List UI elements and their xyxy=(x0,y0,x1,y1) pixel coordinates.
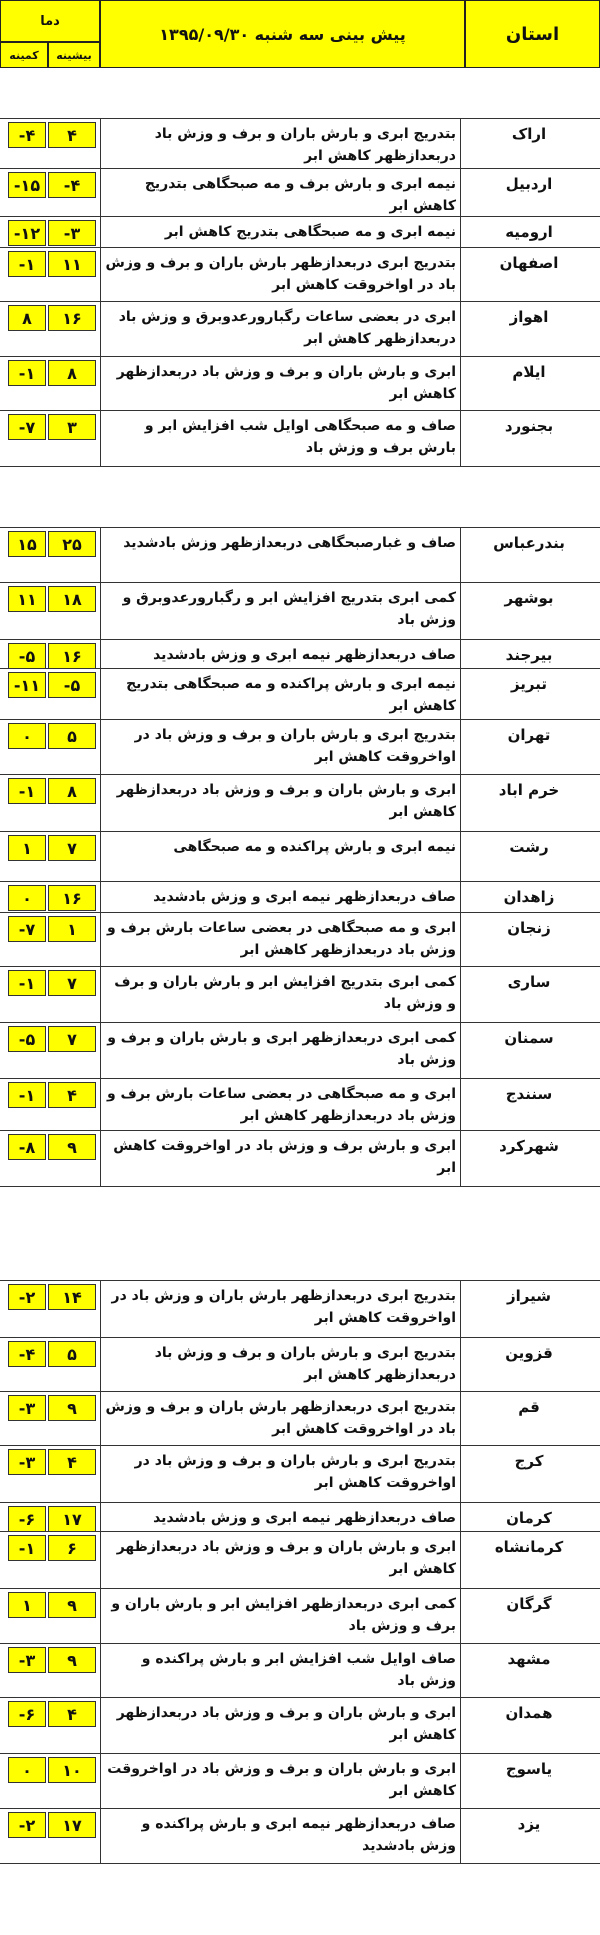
city-cell: ارومیه xyxy=(505,223,553,241)
column-divider xyxy=(460,1338,461,1391)
forecast-block xyxy=(0,527,600,1187)
forecast-title: پیش بینی سه شنبه ۱۳۹۵/۰۹/۳۰ xyxy=(100,0,465,68)
table-row xyxy=(0,1078,600,1130)
max-temp-cell: ۵ xyxy=(48,723,96,749)
min-temp-cell: -۱ xyxy=(8,778,46,804)
column-divider xyxy=(460,1446,461,1502)
table-row xyxy=(0,668,600,719)
column-divider xyxy=(460,1532,461,1588)
table-row xyxy=(0,1753,600,1808)
max-temp-cell: ۴ xyxy=(48,1449,96,1475)
max-temp-cell: ۹ xyxy=(48,1134,96,1160)
column-divider xyxy=(100,248,101,301)
max-temp-cell: ۱ xyxy=(48,916,96,942)
min-temp-cell: ۸ xyxy=(8,305,46,331)
forecast-description: ابری و بارش برف و وزش باد در اواخروقت کاهش ابر xyxy=(113,1138,456,1176)
min-temp-cell: ۱۵ xyxy=(8,531,46,557)
column-divider xyxy=(100,357,101,410)
max-temp-cell: ۱۷ xyxy=(48,1506,96,1532)
column-divider xyxy=(100,1589,101,1643)
city-cell: تبریز xyxy=(510,675,548,693)
column-divider xyxy=(100,913,101,966)
forecast-description: ابری و مه صبحگاهی در بعضی ساعات بارش برف و وزش باد دربعدازظهر کاهش ابر xyxy=(106,1086,456,1124)
city-cell: قزوین xyxy=(505,1344,553,1362)
city-cell: اصفهان xyxy=(499,254,559,272)
column-divider xyxy=(100,1446,101,1502)
column-divider xyxy=(100,669,101,719)
forecast-description: بتدریج ابری و بارش باران و برف و وزش باد در اواخروقت کاهش ابر xyxy=(134,727,456,765)
column-divider xyxy=(100,1131,101,1186)
min-temp-cell: -۱ xyxy=(8,251,46,277)
forecast-description: نیمه ابری و بارش پراکنده و مه صبحگاهی xyxy=(173,839,456,855)
forecast-description: صاف دربعدازظهر نیمه ابری و وزش بادشدید xyxy=(153,889,456,905)
column-divider xyxy=(460,217,461,247)
city-cell: کرج xyxy=(514,1452,544,1470)
column-divider xyxy=(460,1809,461,1863)
table-row xyxy=(0,912,600,966)
city-cell: کرمان xyxy=(506,1509,552,1527)
table-row xyxy=(0,881,600,912)
max-temp-cell: ۱۰ xyxy=(48,1757,96,1783)
column-divider xyxy=(100,832,101,881)
forecast-block xyxy=(0,1280,600,1864)
forecast-description: نیمه ابری و مه صبحگاهی بتدریج کاهش ابر xyxy=(164,224,456,240)
table-row xyxy=(0,639,600,668)
max-temp-cell: ۷ xyxy=(48,1026,96,1052)
city-cell: خرم اباد xyxy=(498,781,560,799)
city-cell: یاسوج xyxy=(505,1760,553,1778)
table-row xyxy=(0,1391,600,1445)
forecast-description: صاف دربعدازظهر نیمه ابری و وزش بادشدید xyxy=(153,1510,456,1526)
column-divider xyxy=(460,1281,461,1337)
column-divider xyxy=(100,119,101,168)
min-temp-cell: -۳ xyxy=(8,1395,46,1421)
max-temp-cell: ۲۵ xyxy=(48,531,96,557)
column-divider xyxy=(460,119,461,168)
max-temp-cell: ۱۶ xyxy=(48,305,96,331)
city-cell: بجنورد xyxy=(504,417,554,435)
forecast-description: کمی ابری دربعدازظهر افزایش ابر و بارش باران و برف و وزش باد xyxy=(111,1596,456,1634)
column-divider xyxy=(100,1532,101,1588)
table-row xyxy=(0,410,600,467)
column-divider xyxy=(460,967,461,1022)
min-temp-cell: -۷ xyxy=(8,414,46,440)
column-divider xyxy=(460,1698,461,1753)
min-temp-cell: -۶ xyxy=(8,1701,46,1727)
column-divider xyxy=(100,1698,101,1753)
max-temp-cell: ۴ xyxy=(48,122,96,148)
city-cell: اهواز xyxy=(509,308,549,326)
forecast-description: کمی ابری بتدریج افزایش ابر و بارش باران و برف و وزش باد xyxy=(114,974,456,1012)
max-temp-cell: ۴ xyxy=(48,1082,96,1108)
forecast-description: بتدریج ابری دربعدازظهر بارش باران و برف و وزش باد در اواخروقت کاهش ابر xyxy=(105,1399,456,1437)
max-temp-header: بیشینه xyxy=(48,42,100,68)
column-divider xyxy=(100,775,101,831)
column-divider xyxy=(100,1754,101,1808)
table-row xyxy=(0,831,600,881)
max-temp-cell: ۵ xyxy=(48,1341,96,1367)
column-divider xyxy=(100,1809,101,1863)
forecast-description: ابری و بارش باران و برف و وزش باد دربعدازظهر کاهش ابر xyxy=(116,782,456,820)
min-temp-cell: -۱۵ xyxy=(8,172,46,198)
min-temp-cell: -۷ xyxy=(8,916,46,942)
column-divider xyxy=(100,1281,101,1337)
table-row xyxy=(0,774,600,831)
column-divider xyxy=(460,832,461,881)
forecast-description: ابری در بعضی ساعات رگبارورعدوبرق و وزش باد دربعدازظهر کاهش ابر xyxy=(118,309,456,347)
column-divider xyxy=(100,217,101,247)
min-temp-cell: -۵ xyxy=(8,1026,46,1052)
city-cell: زنجان xyxy=(507,919,551,937)
column-divider xyxy=(100,528,101,582)
column-divider xyxy=(100,1644,101,1697)
max-temp-cell: ۹ xyxy=(48,1647,96,1673)
column-divider xyxy=(460,1644,461,1697)
min-temp-cell: -۴ xyxy=(8,1341,46,1367)
min-temp-cell: -۶ xyxy=(8,1506,46,1532)
column-divider xyxy=(460,1392,461,1445)
column-divider xyxy=(460,913,461,966)
max-temp-cell: ۹ xyxy=(48,1395,96,1421)
min-temp-cell: ۰ xyxy=(8,885,46,911)
column-divider xyxy=(460,640,461,668)
table-row xyxy=(0,247,600,301)
forecast-description: کمی ابری دربعدازظهر ابری و بارش باران و برف و وزش باد xyxy=(107,1030,456,1068)
table-row xyxy=(0,118,600,168)
forecast-description: ابری و بارش باران و برف و وزش باد در اواخروقت کاهش ابر xyxy=(107,1761,456,1799)
temperature-column-header: دما xyxy=(0,0,100,42)
forecast-block xyxy=(0,118,600,467)
column-divider xyxy=(100,1079,101,1130)
column-divider xyxy=(100,1338,101,1391)
column-divider xyxy=(100,720,101,774)
column-divider xyxy=(100,967,101,1022)
column-divider xyxy=(460,1754,461,1808)
table-row xyxy=(0,356,600,410)
column-divider xyxy=(460,669,461,719)
max-temp-cell: -۴ xyxy=(48,172,96,198)
forecast-description: بتدریج ابری و بارش باران و برف و وزش باد در اواخروقت کاهش ابر xyxy=(134,1453,456,1491)
min-temp-cell: -۱۱ xyxy=(8,672,46,698)
table-row xyxy=(0,1502,600,1531)
forecast-description: ابری و مه صبحگاهی در بعضی ساعات بارش برف و وزش باد دربعدازظهر کاهش ابر xyxy=(106,920,456,958)
table-row xyxy=(0,216,600,247)
column-divider xyxy=(100,1023,101,1078)
column-divider xyxy=(460,169,461,216)
min-temp-cell: -۱۲ xyxy=(8,220,46,246)
forecast-description: بتدریج ابری و بارش باران و برف و وزش باد دربعدازظهر کاهش ابر xyxy=(154,1345,456,1383)
column-divider xyxy=(460,302,461,356)
max-temp-cell: ۴ xyxy=(48,1701,96,1727)
min-temp-cell: -۱ xyxy=(8,1535,46,1561)
city-cell: ایلام xyxy=(512,363,546,381)
forecast-description: نیمه ابری و بارش پراکنده و مه صبحگاهی بتدریج کاهش ابر xyxy=(126,676,456,714)
table-row xyxy=(0,1280,600,1337)
max-temp-cell: ۸ xyxy=(48,360,96,386)
forecast-description: صاف دربعدازظهر نیمه ابری و بارش پراکنده و وزش بادشدید xyxy=(141,1816,456,1854)
max-temp-cell: ۹ xyxy=(48,1592,96,1618)
forecast-description: کمی ابری بتدریج افزایش ابر و رگبارورعدوبرق و وزش باد xyxy=(122,590,456,628)
city-cell: گرگان xyxy=(506,1595,552,1613)
column-divider xyxy=(100,302,101,356)
min-temp-cell: ۰ xyxy=(8,723,46,749)
table-row xyxy=(0,168,600,216)
table-header xyxy=(0,0,600,68)
column-divider xyxy=(460,248,461,301)
column-divider xyxy=(460,357,461,410)
column-divider xyxy=(460,775,461,831)
max-temp-cell: ۸ xyxy=(48,778,96,804)
forecast-description: ابری و بارش باران و برف و وزش باد دربعدازظهر کاهش ابر xyxy=(116,1705,456,1743)
forecast-description: بتدریج ابری دربعدازظهر بارش باران و برف و وزش باد در اواخروقت کاهش ابر xyxy=(105,255,456,293)
city-cell: یزد xyxy=(517,1815,541,1833)
max-temp-cell: -۵ xyxy=(48,672,96,698)
column-divider xyxy=(100,1392,101,1445)
min-temp-header: کمینه xyxy=(0,42,48,68)
city-cell: همدان xyxy=(505,1704,553,1722)
column-divider xyxy=(460,1079,461,1130)
min-temp-cell: -۲ xyxy=(8,1284,46,1310)
min-temp-cell: -۵ xyxy=(8,643,46,669)
city-cell: اردبیل xyxy=(505,175,553,193)
min-temp-cell: ۱ xyxy=(8,835,46,861)
city-cell: سمنان xyxy=(504,1029,554,1047)
table-row xyxy=(0,1531,600,1588)
city-cell: سنندج xyxy=(505,1085,553,1103)
min-temp-cell: ۱ xyxy=(8,1592,46,1618)
column-divider xyxy=(460,720,461,774)
city-cell: شهرکرد xyxy=(499,1137,559,1155)
province-column-header: استان xyxy=(465,0,600,68)
min-temp-cell: -۲ xyxy=(8,1812,46,1838)
table-row xyxy=(0,301,600,356)
table-row xyxy=(0,1643,600,1697)
forecast-description: صاف اوایل شب افزایش ابر و بارش پراکنده و وزش باد xyxy=(141,1651,456,1689)
column-divider xyxy=(100,583,101,639)
column-divider xyxy=(460,882,461,912)
max-temp-cell: ۳ xyxy=(48,414,96,440)
min-temp-cell: -۸ xyxy=(8,1134,46,1160)
city-cell: شیراز xyxy=(507,1287,551,1305)
min-temp-cell: -۱ xyxy=(8,360,46,386)
column-divider xyxy=(100,169,101,216)
city-cell: بیرجند xyxy=(505,646,553,664)
min-temp-cell: -۳ xyxy=(8,1647,46,1673)
forecast-description: صاف و غبارصبحگاهی دربعدازظهر وزش بادشدید xyxy=(123,535,456,551)
table-row xyxy=(0,719,600,774)
city-cell: اراک xyxy=(511,125,547,143)
min-temp-cell: -۳ xyxy=(8,1449,46,1475)
column-divider xyxy=(460,1503,461,1531)
city-cell: تهران xyxy=(507,726,551,744)
city-cell: زاهدان xyxy=(503,888,555,906)
forecast-description: ابری و بارش باران و برف و وزش باد دربعدازظهر کاهش ابر xyxy=(116,1539,456,1577)
column-divider xyxy=(460,1023,461,1078)
table-row xyxy=(0,1808,600,1864)
max-temp-cell: ۶ xyxy=(48,1535,96,1561)
forecast-description: بتدریج ابری و بارش باران و برف و وزش باد دربعدازظهر کاهش ابر xyxy=(154,126,456,164)
min-temp-cell: -۱ xyxy=(8,970,46,996)
table-row xyxy=(0,527,600,582)
min-temp-cell: -۴ xyxy=(8,122,46,148)
table-row xyxy=(0,1022,600,1078)
column-divider xyxy=(460,583,461,639)
min-temp-cell: -۱ xyxy=(8,1082,46,1108)
column-divider xyxy=(100,1503,101,1531)
table-row xyxy=(0,1337,600,1391)
city-cell: بوشهر xyxy=(504,589,554,607)
max-temp-cell: ۱۶ xyxy=(48,885,96,911)
table-row xyxy=(0,582,600,639)
column-divider xyxy=(460,411,461,466)
max-temp-cell: ۷ xyxy=(48,835,96,861)
max-temp-cell: ۱۶ xyxy=(48,643,96,669)
column-divider xyxy=(100,882,101,912)
min-temp-cell: ۱۱ xyxy=(8,586,46,612)
max-temp-cell: ۱۸ xyxy=(48,586,96,612)
city-cell: قم xyxy=(518,1398,540,1416)
forecast-description: ابری و بارش باران و برف و وزش باد دربعدازظهر کاهش ابر xyxy=(116,364,456,402)
forecast-description: بتدریج ابری دربعدازظهر بارش باران و وزش باد در اواخروقت کاهش ابر xyxy=(111,1288,456,1326)
forecast-description: صاف دربعدازظهر نیمه ابری و وزش بادشدید xyxy=(153,647,456,663)
city-cell: رشت xyxy=(509,838,549,856)
forecast-description: نیمه ابری و بارش برف و مه صبحگاهی بتدریج کاهش ابر xyxy=(144,176,456,214)
table-row xyxy=(0,966,600,1022)
column-divider xyxy=(100,411,101,466)
forecast-description: صاف و مه صبحگاهی اوایل شب افزایش ابر و بارش برف و وزش باد xyxy=(144,418,456,456)
city-cell: کرمانشاه xyxy=(494,1538,564,1556)
city-cell: ساری xyxy=(507,973,551,991)
column-divider xyxy=(460,528,461,582)
min-temp-cell: ۰ xyxy=(8,1757,46,1783)
max-temp-cell: ۷ xyxy=(48,970,96,996)
table-row xyxy=(0,1588,600,1643)
city-cell: بندرعباس xyxy=(493,534,565,552)
column-divider xyxy=(460,1131,461,1186)
table-row xyxy=(0,1130,600,1187)
max-temp-cell: ۱۱ xyxy=(48,251,96,277)
table-row xyxy=(0,1445,600,1502)
column-divider xyxy=(100,640,101,668)
city-cell: مشهد xyxy=(507,1650,551,1668)
max-temp-cell: ۱۷ xyxy=(48,1812,96,1838)
max-temp-cell: ۱۴ xyxy=(48,1284,96,1310)
max-temp-cell: -۳ xyxy=(48,220,96,246)
table-row xyxy=(0,1697,600,1753)
column-divider xyxy=(460,1589,461,1643)
